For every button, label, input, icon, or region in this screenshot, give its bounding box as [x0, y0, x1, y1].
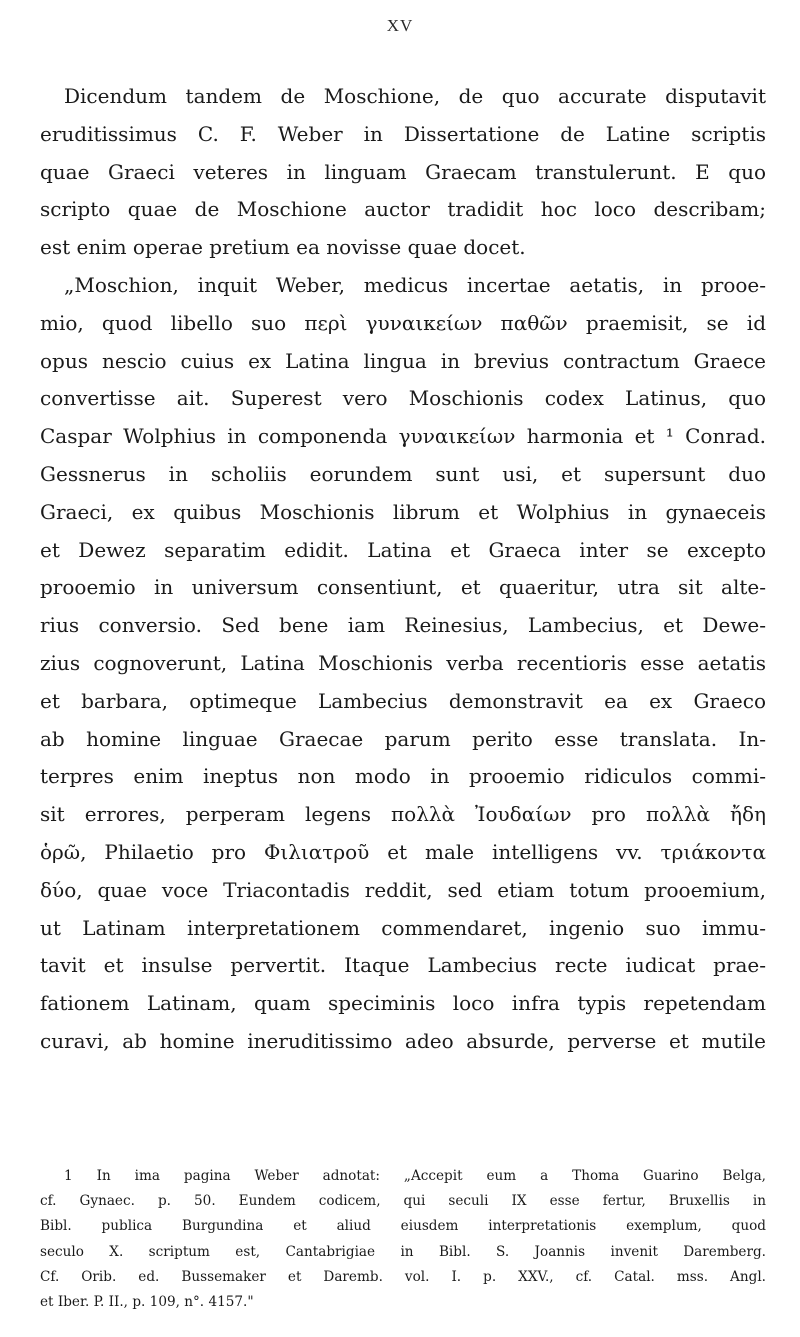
page-number: XV [386, 16, 414, 35]
body-line: et barbara, optimeque Lambecius demonstravit ea ex Graeco [40, 688, 766, 713]
body-line: Caspar Wolphius in componenda γυναικείων harmonia et ¹ Conrad. [40, 424, 766, 449]
body-line: prooemio in universum consentiunt, et quaeritur, utra sit alte- [40, 575, 766, 600]
body-line: ὁρῶ, Philaetio pro Φιλιατροῦ et male intelligens vv. τριάκοντα [40, 839, 766, 864]
body-line: curavi, ab homine ineruditissimo adeo absurde, perverse et mutile [40, 1028, 766, 1053]
body-line: „Moschion, inquit Weber, medicus incertae aetatis, in prooe- [64, 272, 766, 297]
body-line: δύο, quae voce Triacontadis reddit, sed etiam totum prooemium, [40, 877, 766, 902]
body-line: zius cognoverunt, Latina Moschionis verba recentioris esse aetatis [40, 650, 766, 675]
body-line: Dicendum tandem de Moschione, de quo accurate disputavit [64, 84, 766, 108]
body-line: tavit et insulse pervertit. Itaque Lambecius recte iudicat prae- [40, 953, 766, 978]
body-line: quae Graeci veteres in linguam Graecam transtulerunt. E quo [40, 159, 766, 184]
body-line: Graeci, ex quibus Moschionis librum et Wolphius in gynaeceis [40, 499, 766, 524]
body-line: rius conversio. Sed bene iam Reinesius, Lambecius, et Dewe- [40, 613, 766, 638]
body-line: Gessnerus in scholiis eorundem sunt usi, et supersunt duo [40, 461, 766, 486]
body-line: ab homine linguae Graecae parum perito esse translata. In- [40, 726, 766, 751]
body-line: et Dewez separatim edidit. Latina et Graeca inter se excepto [40, 537, 766, 562]
footnote [40, 1164, 766, 1315]
body-line: est enim operae pretium ea novisse quae docet. [40, 235, 526, 260]
footnote-line: et Iber. P. II., p. 109, n°. 4157." [40, 1293, 254, 1310]
body-line: sit errores, perperam legens πολλὰ Ἰουδαίων pro πολλὰ ἤδη [40, 802, 766, 827]
body-line: fationem Latinam, quam speciminis loco infra typis repetendam [40, 991, 766, 1016]
footnote-line: seculo X. scriptum est, Cantabrigiae in Bibl. S. Joannis invenit Daremberg. [40, 1243, 766, 1260]
body-text [40, 78, 766, 1061]
footnote-line: cf. Gynaec. p. 50. Eundem codicem, qui seculi IX esse fertur, Bruxellis in [40, 1193, 766, 1210]
body-line: ut Latinam interpretationem commendaret, ingenio suo immu- [40, 915, 766, 940]
body-line: scripto quae de Moschione auctor tradidit hoc loco describam; [40, 197, 766, 222]
footnote-line: Bibl. publica Burgundina et aliud eiusdem interpretationis exemplum, quod [40, 1218, 766, 1235]
body-line: opus nescio cuius ex Latina lingua in brevius contractum Graece [40, 348, 766, 373]
body-line: eruditissimus C. F. Weber in Dissertatione de Latine scriptis [40, 121, 766, 146]
body-line: mio, quod libello suo περὶ γυναικείων παθῶν praemisit, se id [40, 310, 766, 335]
footnote-line: Cf. Orib. ed. Bussemaker et Daremb. vol. I. p. XXV., cf. Catal. mss. Angl. [40, 1268, 766, 1285]
body-line: terpres enim ineptus non modo in prooemio ridiculos commi- [40, 764, 766, 789]
body-line: convertisse ait. Superest vero Moschionis codex Latinus, quo [40, 386, 766, 411]
footnote-line: 1 In ima pagina Weber adnotat: „Accepit eum a Thoma Guarino Belga, [64, 1168, 766, 1184]
